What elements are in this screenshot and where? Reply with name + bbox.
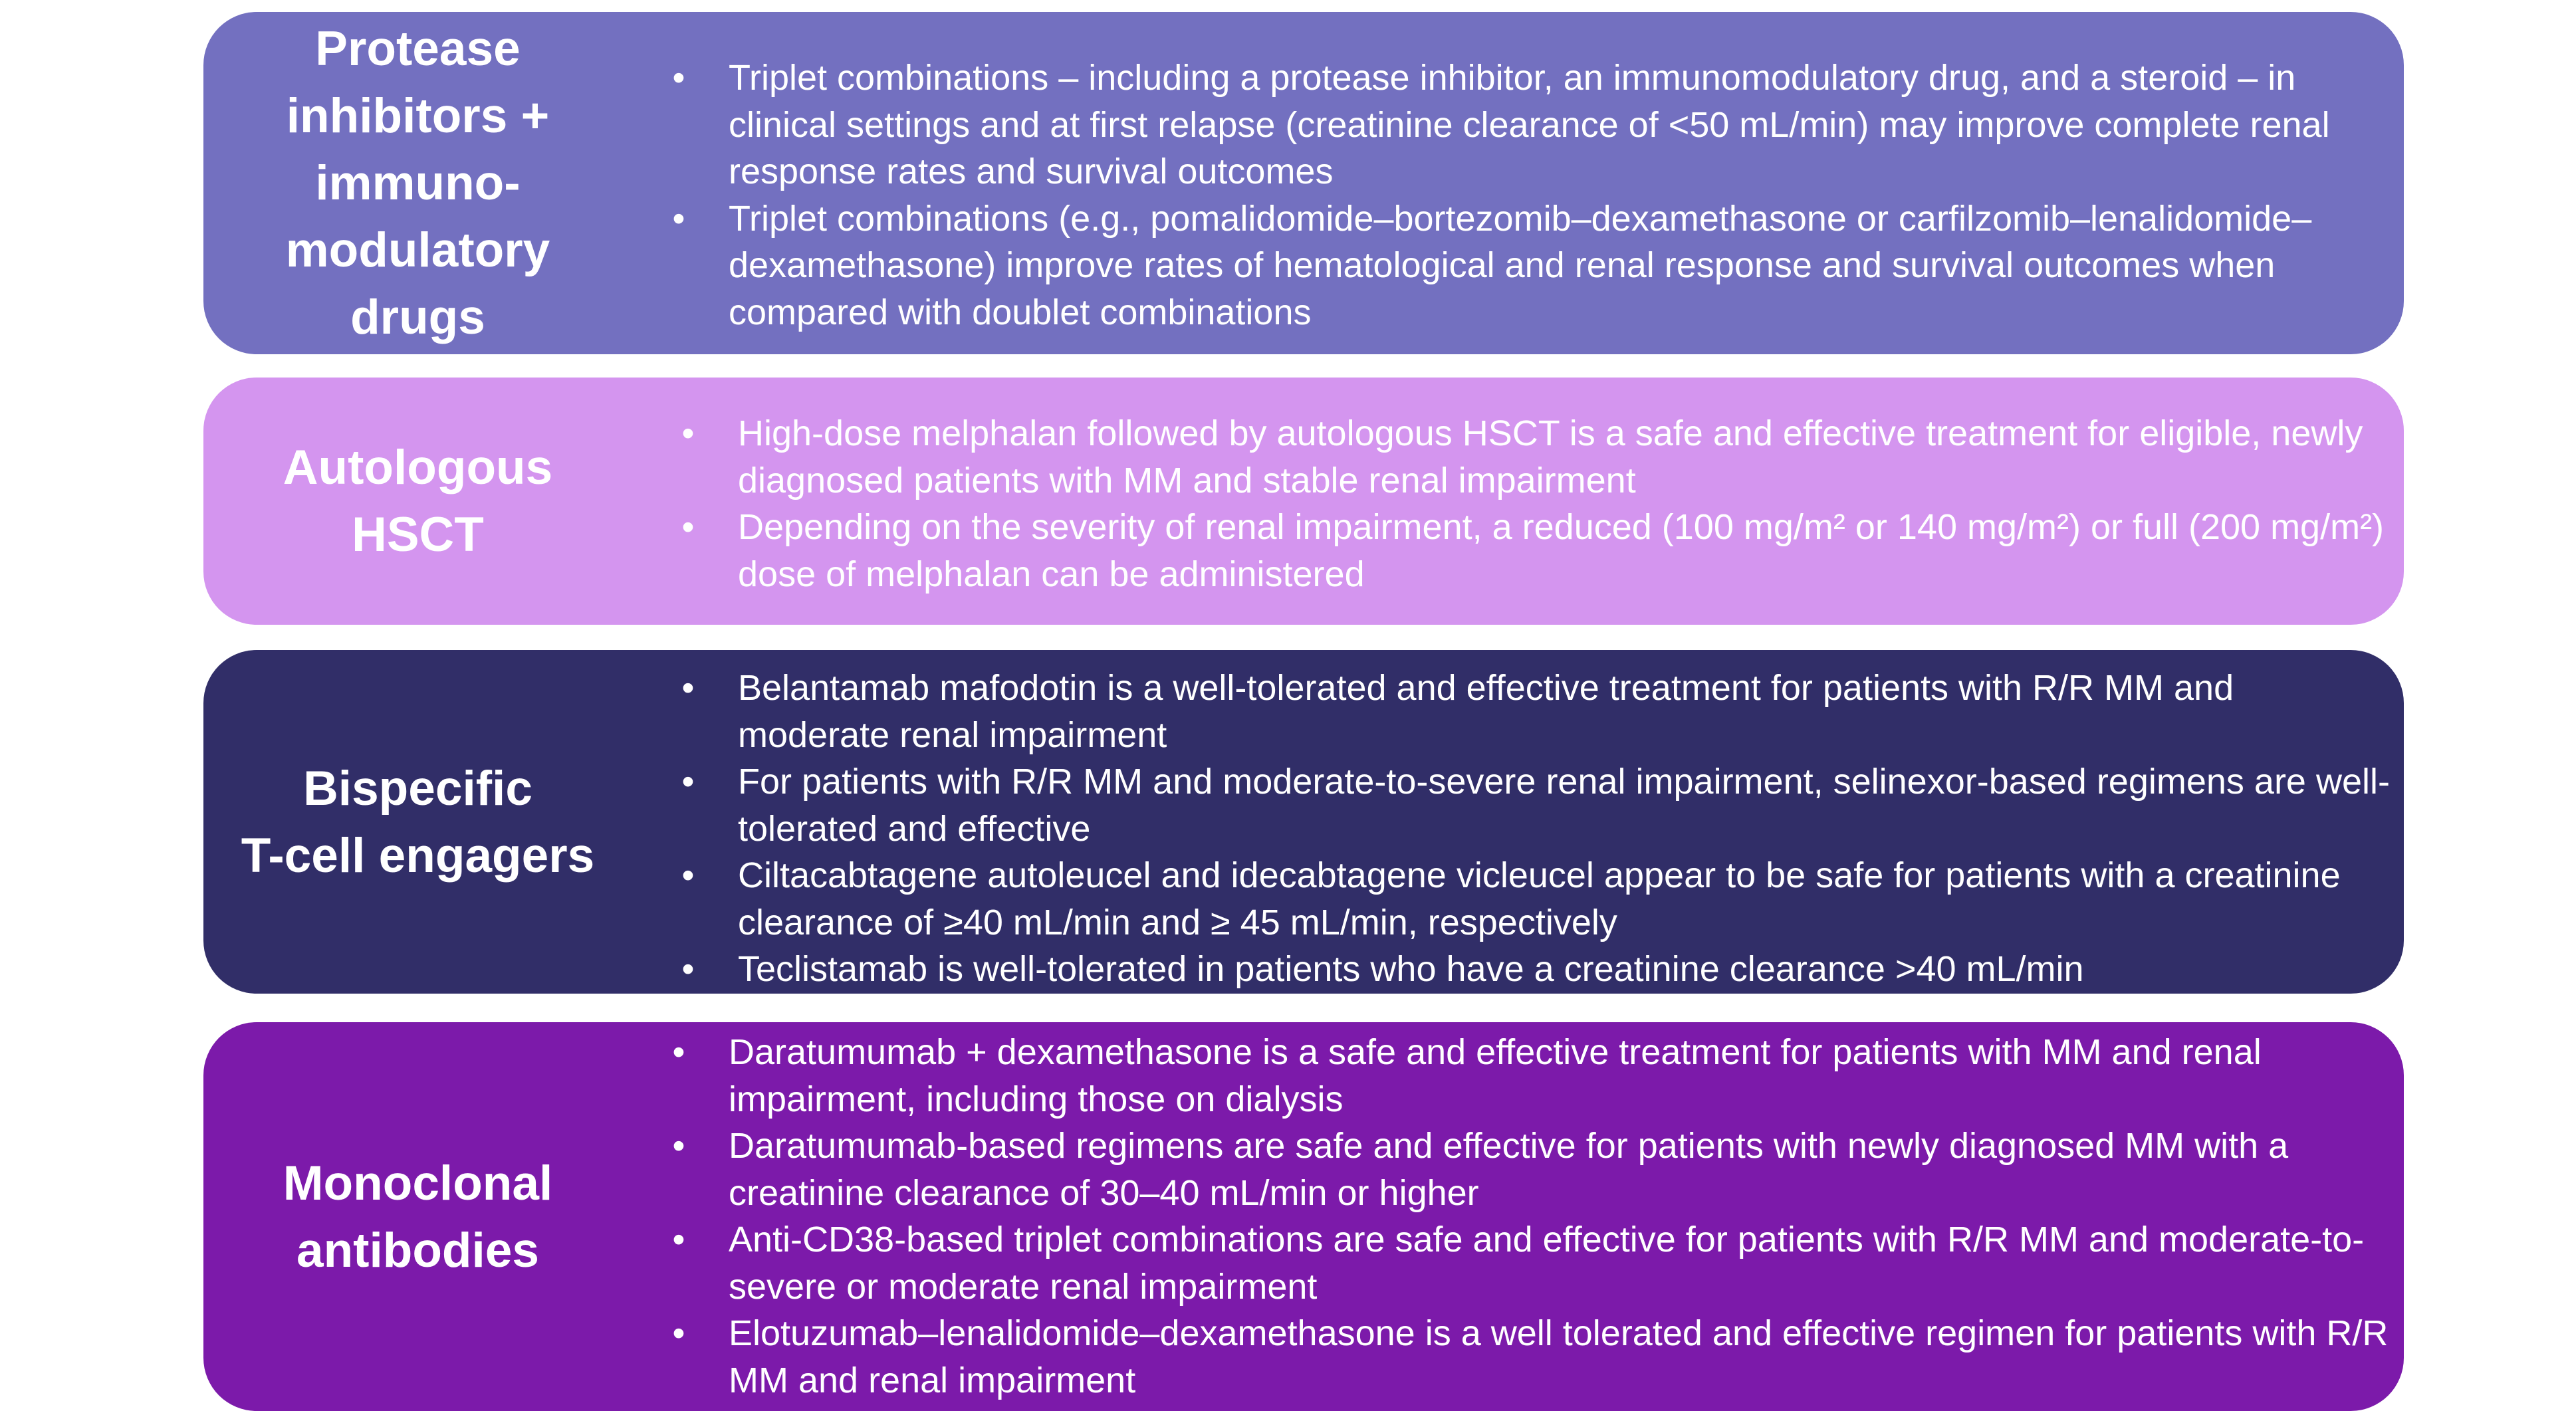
bullet-item: • Daratumumab + dexamethasone is a safe and effective treatment for patients with MM and renal impairment, including those on dialysis — [665, 1029, 2392, 1123]
bullet-item: • Triplet combinations (e.g., pomalidomide–bortezomib–dexamethasone or carfilzomib–lenalidomide–dexamethasone) improve rates of hematological and renal response and survival outcomes when compared with doublet combinations — [665, 195, 2392, 336]
bullet-item: • Triplet combinations – including a protease inhibitor, an immunomodulatory drug, and a steroid – in clinical settings and at first relapse (creatinine clearance of <50 mL/min) may improve complete renal response rates and survival outcomes — [665, 54, 2392, 195]
bullet-item: • Anti-CD38-based triplet combinations are safe and effective for patients with R/R MM and moderate-to-severe or moderate renal impairment — [665, 1216, 2392, 1310]
bullet-item: • Ciltacabtagene autoleucel and idecabtagene vicleucel appear to be safe for patients with a creatinine clearance of ≥40 mL/min and ≥ 45 mL/min, respectively — [675, 852, 2392, 946]
bullet-list — [675, 665, 2392, 993]
bullet-item: • High-dose melphalan followed by autologous HSCT is a safe and effective treatment for eligible, newly diagnosed patients with MM and stable renal impairment — [675, 410, 2392, 504]
panel-autologous-hsct — [203, 378, 2404, 625]
bullet-item: • For patients with R/R MM and moderate-to-severe renal impairment, selinexor-based regimens are well-tolerated and effective — [675, 758, 2392, 852]
panel-bispecific-t-cell-engagers — [203, 650, 2404, 994]
panel-title: Monoclonal antibodies — [283, 1156, 553, 1277]
panel-title: Protease inhibitors + immuno- modulatory drugs — [285, 22, 550, 344]
bullet-item: • Daratumumab-based regimens are safe and effective for patients with newly diagnosed MM with a creatinine clearance of 30–40 mL/min or higher — [665, 1123, 2392, 1216]
panel-title: Autologous HSCT — [283, 441, 553, 562]
panel-protease-inhibitors — [203, 12, 2404, 354]
bullet-item: • Elotuzumab–lenalidomide–dexamethasone is a well tolerated and effective regimen for patients with R/R MM and renal impairment — [665, 1310, 2392, 1404]
panel-title: Bispecific T-cell engagers — [241, 761, 595, 883]
bullet-list — [675, 410, 2392, 598]
bullet-list — [665, 1029, 2392, 1404]
bullet-item: • Depending on the severity of renal impairment, a reduced (100 mg/m² or 140 mg/m²) or full (200 mg/m²) dose of melphalan can be administered — [675, 504, 2392, 598]
bullet-list — [665, 54, 2392, 336]
panel-monoclonal-antibodies — [203, 1022, 2404, 1411]
bullet-item: • Belantamab mafodotin is a well-tolerated and effective treatment for patients with R/R MM and moderate renal impairment — [675, 665, 2392, 758]
bullet-item: • Teclistamab is well-tolerated in patients who have a creatinine clearance >40 mL/min — [675, 946, 2392, 993]
